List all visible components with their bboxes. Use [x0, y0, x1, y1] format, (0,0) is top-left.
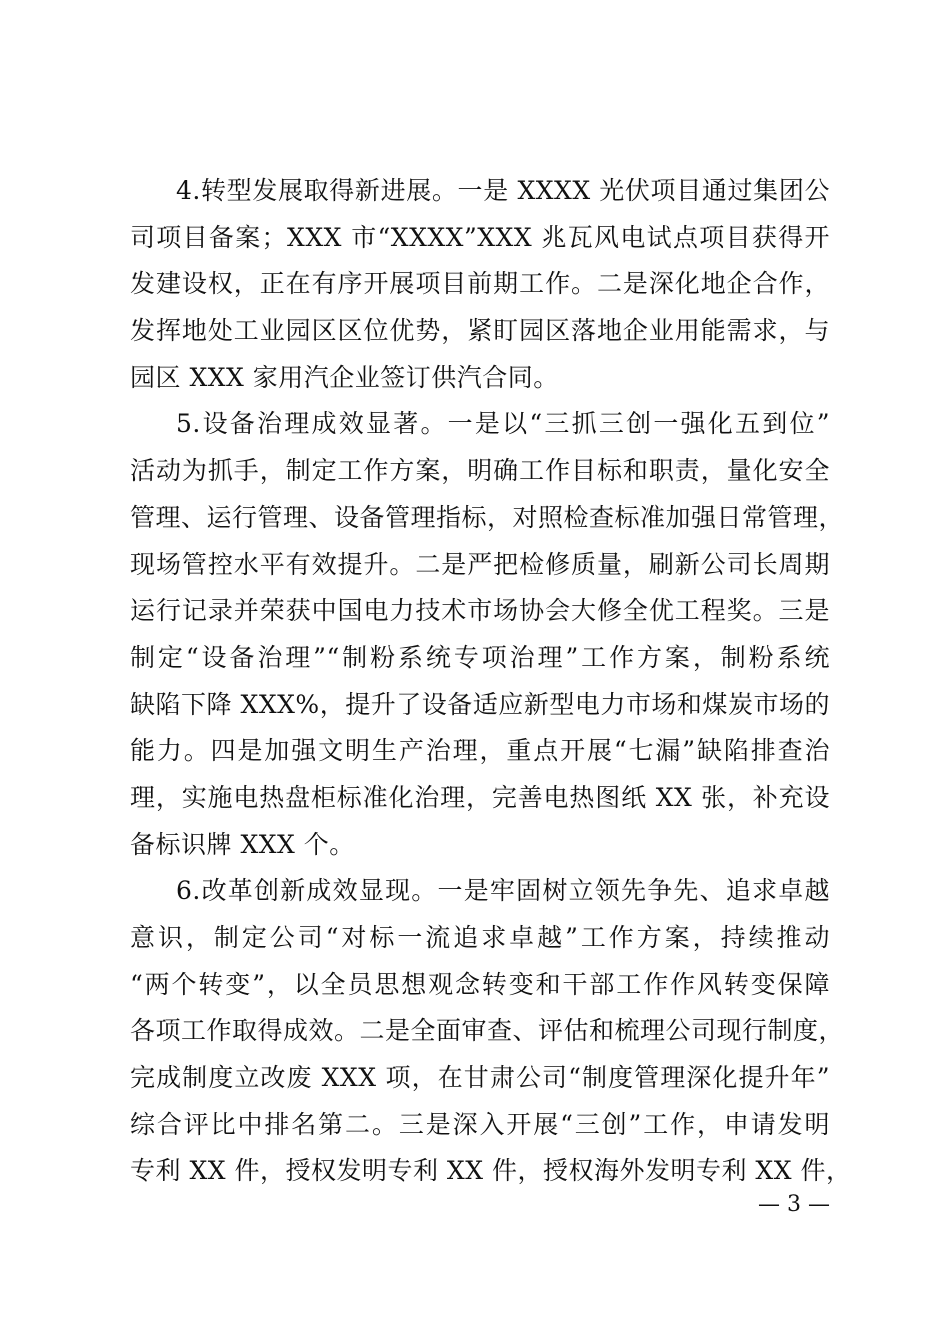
paragraph-transformation: [130, 168, 830, 401]
text-line: 司项目备案；XXX 市“XXXX”XXX 兆瓦风电试点项目获得开: [130, 222, 830, 252]
text-line: 4.转型发展取得新进展。一是 XXXX 光伏项目通过集团公: [176, 176, 830, 205]
text-line: 管理、运行管理、设备管理指标，对照检查标准加强日常管理，: [130, 502, 845, 532]
text-line: 现场管控水平有效提升。二是严把检修质量，刷新公司长周期: [130, 549, 830, 579]
text-line: 5.设备治理成效显著。一是以“三抓三创一强化五到位”: [176, 409, 830, 439]
text-line: 运行记录并荣获中国电力技术市场协会大修全优工程奖。三是: [130, 596, 830, 626]
text-line: 完成制度立改废 XXX 项，在甘肃公司“制度管理深化提升年”: [130, 1063, 830, 1093]
text-line: 6.改革创新成效显现。一是牢固树立领先争先、追求卓越: [176, 876, 830, 906]
page-number: — 3 —: [758, 1192, 830, 1217]
text-line: 备标识牌 XXX 个。: [130, 829, 355, 859]
text-line: 综合评比中排名第二。三是深入开展“三创”工作，申请发明: [130, 1109, 830, 1139]
text-line: 能力。四是加强文明生产治理，重点开展“七漏”缺陷排查治: [130, 736, 830, 766]
text-line: “两个转变”，以全员思想观念转变和干部工作作风转变保障: [130, 969, 830, 999]
text-line: 专利 XX 件，授权发明专利 XX 件，授权海外发明专利 XX 件，: [130, 1156, 852, 1186]
text-line: 制定“设备治理”“制粉系统专项治理”工作方案，制粉系统: [130, 642, 830, 672]
text-line: 各项工作取得成效。二是全面审查、评估和梳理公司现行制度，: [130, 1016, 845, 1046]
text-line: 发建设权，正在有序开展项目前期工作。二是深化地企合作，: [130, 269, 830, 299]
text-line: 缺陷下降 XXX%，提升了设备适应新型电力市场和煤炭市场的: [130, 689, 830, 719]
text-line: 意识，制定公司“对标一流追求卓越”工作方案，持续推动: [130, 923, 830, 952]
text-line: 活动为抓手，制定工作方案，明确工作目标和职责，量化安全: [130, 456, 830, 486]
paragraph-equipment: [130, 401, 845, 868]
body-text: [130, 168, 852, 1195]
text-line: 发挥地处工业园区区位优势，紧盯园区落地企业用能需求，与: [130, 316, 830, 346]
paragraph-reform: [130, 868, 852, 1195]
text-line: 理，实施电热盘柜标准化治理，完善电热图纸 XX 张，补充设: [130, 782, 830, 812]
text-line: 园区 XXX 家用汽企业签订供汽合同。: [130, 362, 559, 392]
